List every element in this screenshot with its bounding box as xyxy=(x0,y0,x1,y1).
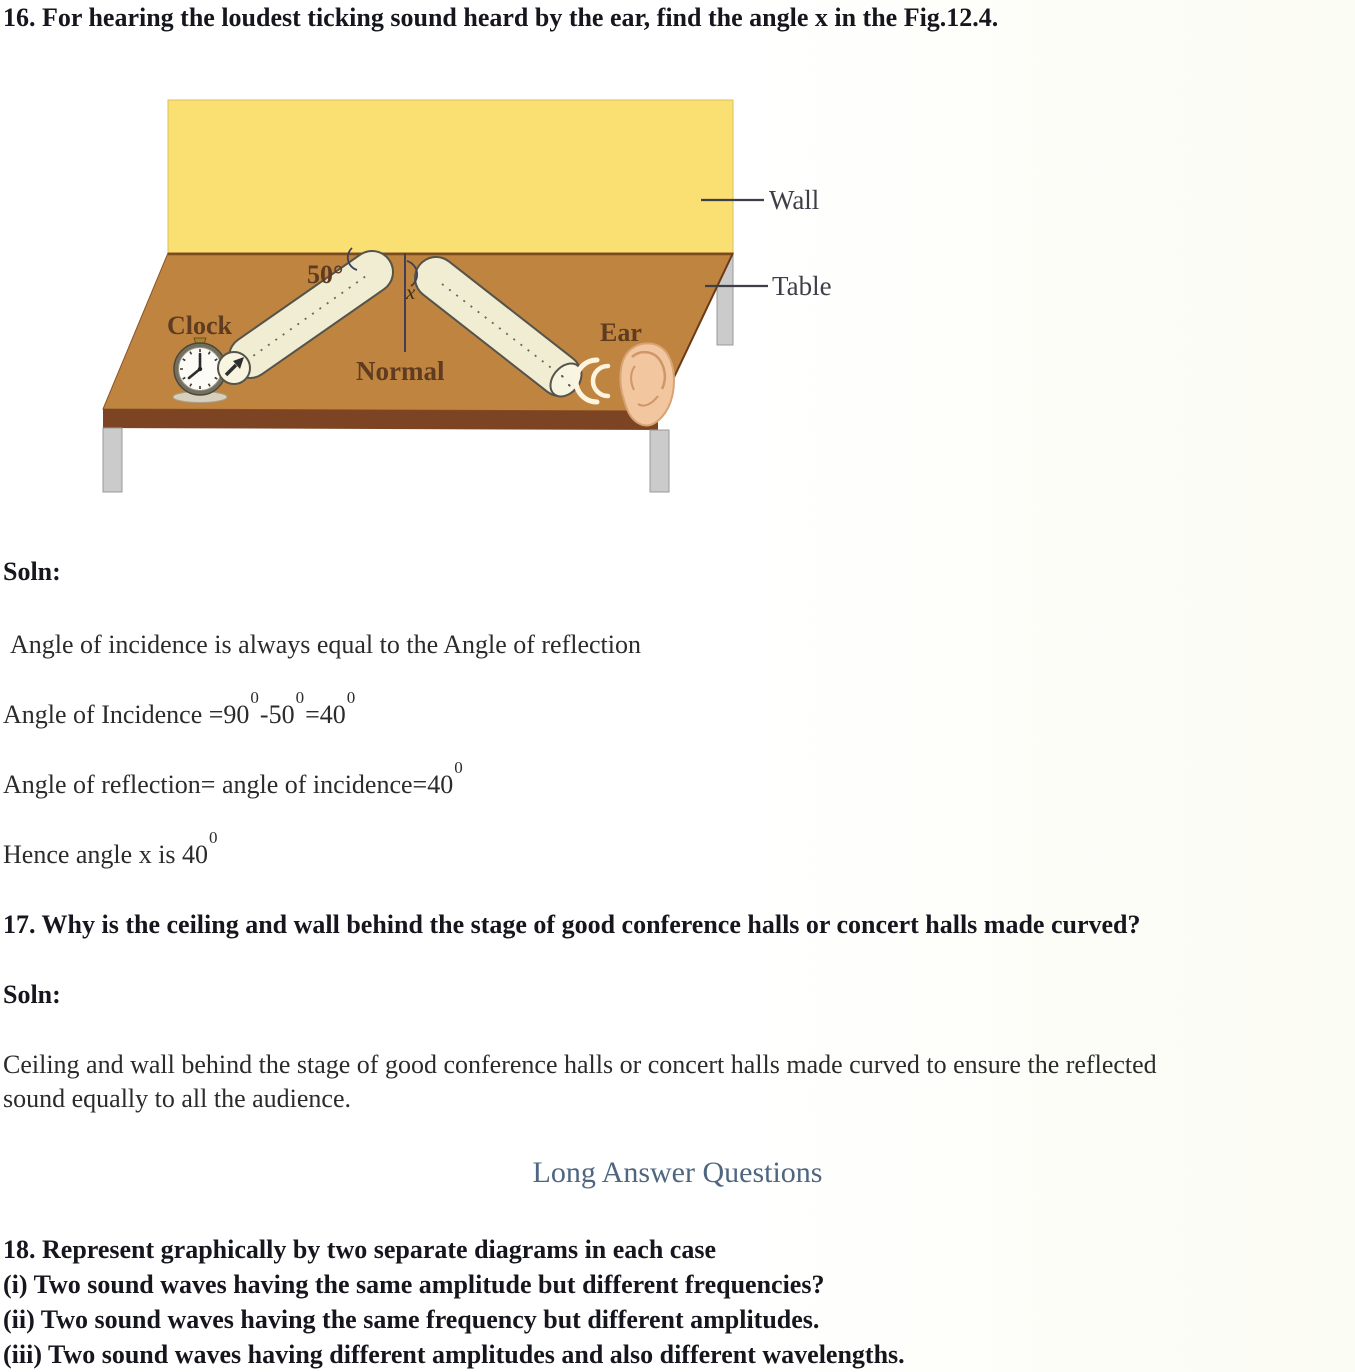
soln-17-label: Soln: xyxy=(3,980,61,1009)
question-18-item-ii: (ii) Two sound waves having the same frequency but different amplitudes. xyxy=(3,1305,820,1334)
s16-incidence-formula xyxy=(3,688,356,732)
question-16-title: 16. For hearing the loudest ticking sound heard by the ear, find the angle x in the Fig.12.4. xyxy=(3,3,999,32)
label-wall: Wall xyxy=(769,185,820,215)
superscript-zero: 0 xyxy=(250,688,259,708)
question-18-item-iii: (iii) Two sound waves having different amplitudes and also different wavelengths. xyxy=(3,1340,905,1369)
ear-outline xyxy=(620,343,674,425)
soln-16-label: Soln: xyxy=(3,557,61,586)
formula-segment: -50 xyxy=(259,700,295,729)
formula-segment: =40 xyxy=(305,700,346,729)
label-angle-50: 50° xyxy=(307,260,344,289)
superscript-zero: 0 xyxy=(295,688,305,708)
question-18-title: 18. Represent graphically by two separate diagrams in each case xyxy=(3,1235,717,1264)
wall-rect xyxy=(168,100,733,253)
label-angle-x: x xyxy=(406,280,416,304)
s17-answer xyxy=(3,1048,1157,1116)
s17-answer-line-1: Ceiling and wall behind the stage of good conference halls or concert halls made curved to ensure the reflected xyxy=(3,1050,1157,1079)
formula-segment: Angle of reflection= angle of incidence=40 xyxy=(3,770,454,799)
formula-segment: Angle of Incidence =90 xyxy=(3,700,250,729)
label-clock: Clock xyxy=(167,311,232,340)
s16-conclusion xyxy=(3,828,219,872)
question-18-item-i: (i) Two sound waves having the same amplitude but different frequencies? xyxy=(3,1270,825,1299)
superscript-zero: 0 xyxy=(209,828,218,848)
question-18-block xyxy=(3,1232,905,1372)
clock-center-pin xyxy=(198,367,202,371)
question-17-title: 17. Why is the ceiling and wall behind the stage of good conference halls or concert halls made curved? xyxy=(3,910,1141,939)
label-normal: Normal xyxy=(356,356,445,386)
table-right-leg xyxy=(650,430,669,492)
ear-illustration xyxy=(620,343,674,425)
section-heading-long-answer-questions: Long Answer Questions xyxy=(532,1156,823,1189)
s16-statement: Angle of incidence is always equal to the Angle of reflection xyxy=(10,630,642,659)
superscript-zero: 0 xyxy=(454,758,463,778)
s17-answer-line-2: sound equally to all the audience. xyxy=(3,1084,352,1113)
s16-reflection-formula xyxy=(3,758,464,802)
label-table: Table xyxy=(772,271,832,301)
table-front-edge xyxy=(103,409,658,430)
figure-12-4-sound-reflection xyxy=(0,0,1355,530)
formula-segment: Hence angle x is 40 xyxy=(3,840,209,869)
label-ear: Ear xyxy=(600,318,642,347)
table-left-leg xyxy=(103,428,122,492)
superscript-zero: 0 xyxy=(346,688,356,708)
